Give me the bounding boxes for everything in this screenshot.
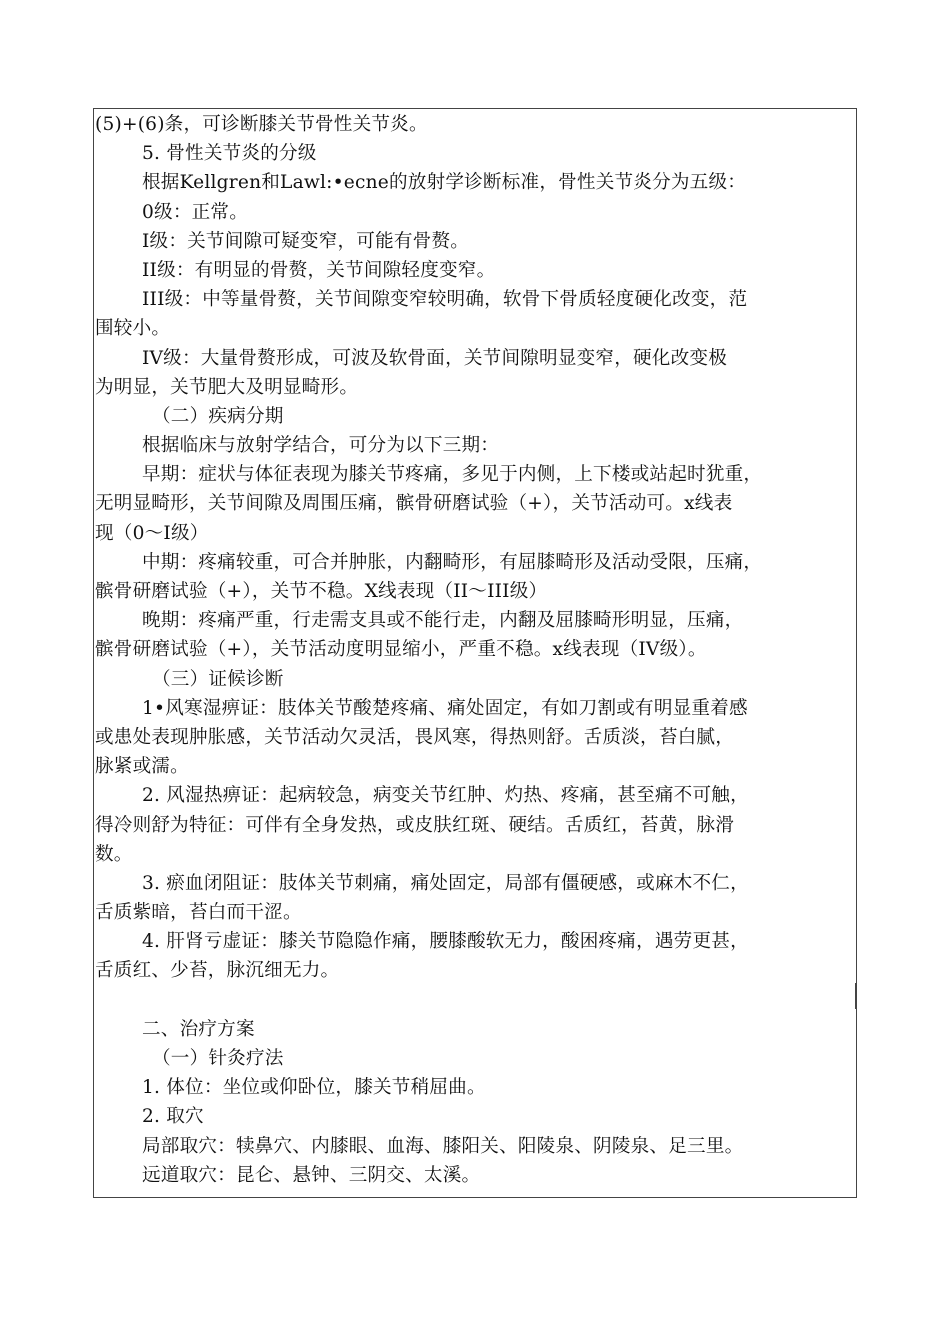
text-line: 晚期：疼痛严重，行走需支具或不能行走，内翻及屈膝畸形明显，压痛， (142, 610, 744, 632)
text-line: IV级：大量骨赘形成，可波及软骨面，关节间隙明显变窄，硬化改变极 (142, 347, 727, 369)
text-line: I级：关节间隙可疑变窄，可能有骨赘。 (142, 230, 470, 252)
text-line: 3. 瘀血闭阻证：肢体关节刺痛，痛处固定，局部有僵硬感，或麻木不仁， (142, 872, 749, 894)
text-line: 中期：疼痛较重，可合并肿胀，内翻畸形，有屈膝畸形及活动受限，压痛， (142, 551, 763, 573)
text-line: 根据Kellgren和Lawl:•ecne的放射学诊断标准，骨性关节炎分为五级： (142, 172, 747, 194)
text-line: 得冷则舒为特征：可伴有全身发热，或皮肤红斑、硬结。舌质红，苔黄，脉滑 (95, 814, 734, 836)
text-line: 根据临床与放射学结合，可分为以下三期： (142, 435, 500, 457)
text-line: 无明显畸形，关节间隙及周围压痛，髌骨研磨试验（+），关节活动可。x线表 (95, 493, 733, 515)
text-line: 髌骨研磨试验（+），关节不稳。X线表现（II〜III级） (95, 581, 548, 602)
section-heading: 二、治疗方案 (142, 1018, 255, 1040)
text-line: 4. 肝肾亏虚证：膝关节隐隐作痛，腰膝酸软无力，酸困疼痛，遇劳更甚， (142, 931, 749, 953)
text-line: 1•风寒湿痹证：肢体关节酸楚疼痛、痛处固定，有如刀割或有明显重着感 (142, 697, 748, 719)
text-line: 舌质红、少苔，脉沉细无力。 (95, 960, 340, 982)
text-line: 远道取穴：昆仑、悬钟、三阴交、太溪。 (142, 1164, 481, 1186)
text-line: 局部取穴：犊鼻穴、内膝眼、血海、膝阳关、阳陵泉、阴陵泉、足三里。 (142, 1135, 744, 1157)
text-line: 2. 取穴 (142, 1106, 204, 1128)
document-body (95, 110, 857, 1190)
section-heading: （三）证候诊断 (152, 668, 284, 690)
text-line: 脉紧或濡。 (95, 756, 189, 778)
section-heading: （二）疾病分期 (152, 405, 284, 427)
text-line: II级：有明显的骨赘，关节间隙轻度变窄。 (142, 259, 496, 281)
text-line: 舌质紫暗，苔白而干涩。 (95, 902, 302, 924)
text-line: 1. 体位：坐位或仰卧位，膝关节稍屈曲。 (142, 1077, 486, 1099)
text-line: 现（0〜I级） (95, 522, 209, 544)
text-line: 数。 (95, 843, 133, 865)
text-line: 或患处表现肿胀感，关节活动欠灵活，畏风寒，得热则舒。舌质淡，苔白腻， (95, 726, 734, 748)
text-line: 早期：症状与体征表现为膝关节疼痛，多见于内侧，上下楼或站起时犹重， (142, 464, 763, 486)
blank-line (95, 986, 857, 1015)
section-heading: （一）针灸疗法 (152, 1048, 284, 1069)
text-line: 0级：正常。 (142, 201, 248, 223)
section-heading: 5. 骨性关节炎的分级 (142, 143, 317, 165)
text-line: III级：中等量骨赘，关节间隙变窄较明确，软骨下骨质轻度硬化改变，范 (142, 289, 748, 311)
text-line: 为明显，关节肥大及明显畸形。 (95, 376, 359, 398)
text-line: 2. 风湿热痹证：起病较急，病变关节红肿、灼热、疼痛，甚至痛不可触， (142, 785, 749, 807)
text-line: 围较小。 (95, 318, 171, 340)
text-line: 髌骨研磨试验（+），关节活动度明显缩小，严重不稳。x线表现（IV级）。 (95, 639, 707, 661)
text-line: (5)+(6)条，可诊断膝关节骨性关节炎。 (95, 114, 428, 135)
